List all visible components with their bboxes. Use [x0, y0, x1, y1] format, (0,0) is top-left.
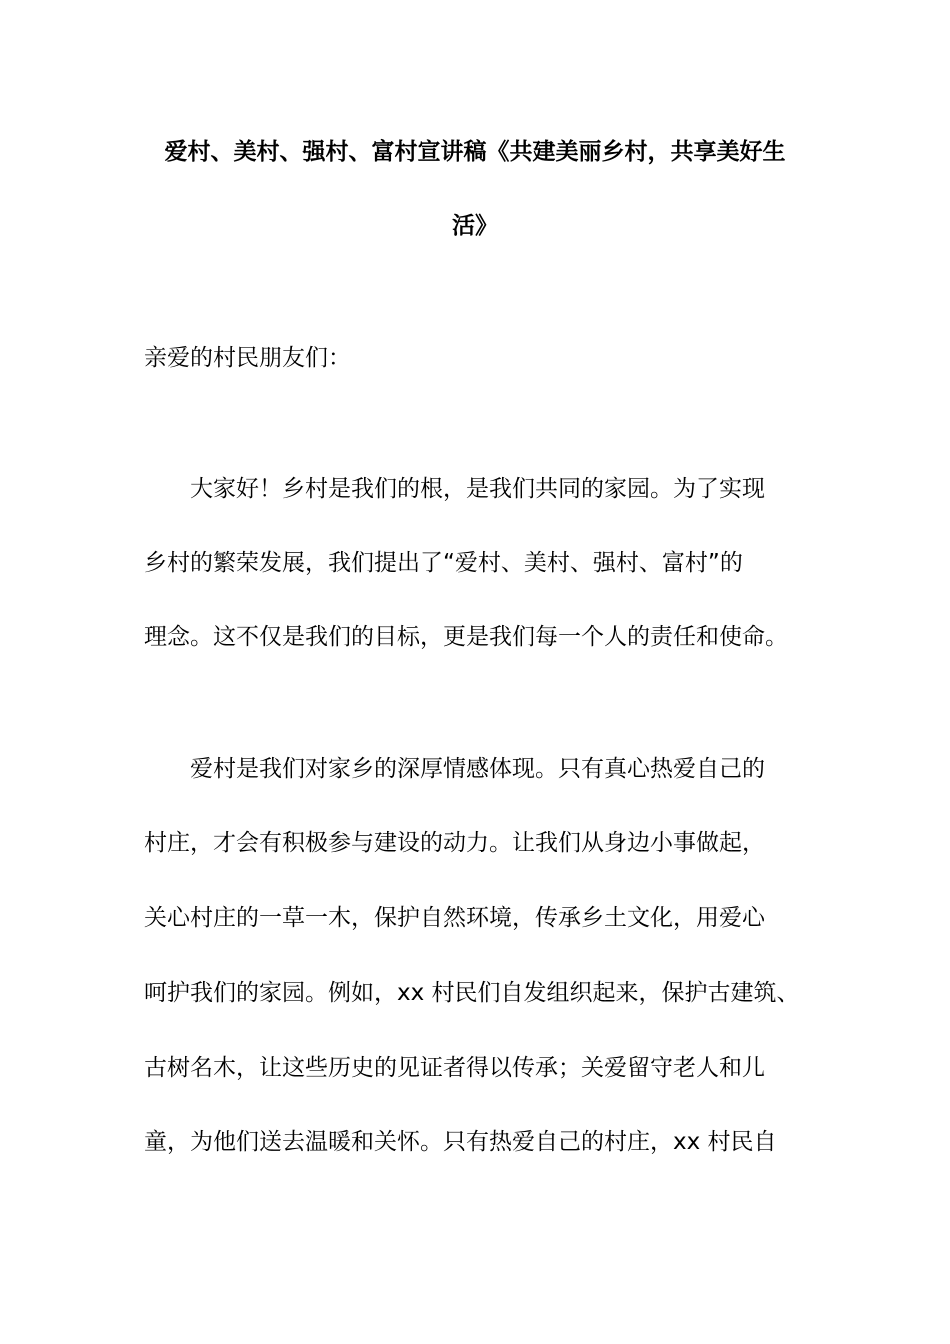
document-title-line-2: 活》 [452, 213, 498, 239]
paragraph-2-line-4: 呵护我们的家园。例如，xx 村民们自发组织起来，保护古建筑、 [144, 980, 800, 1006]
paragraph-2-line-6: 童，为他们送去温暖和关怀。只有热爱自己的村庄，xx 村民自 [144, 1129, 777, 1155]
salutation: 亲爱的村民朋友们： [144, 345, 351, 371]
paragraph-2-line-2: 村庄，才会有积极参与建设的动力。让我们从身边小事做起， [144, 830, 765, 856]
paragraph-1-line-3: 理念。这不仅是我们的目标，更是我们每一个人的责任和使命。 [144, 624, 788, 650]
paragraph-1-line-2: 乡村的繁荣发展，我们提出了“爱村、美村、强村、富村”的 [144, 550, 743, 576]
document-title-line-1: 爱村、美村、强村、富村宣讲稿《共建美丽乡村，共享美好生 [164, 139, 786, 165]
paragraph-1-line-1: 大家好！乡村是我们的根，是我们共同的家园。为了实现 [190, 476, 765, 502]
paragraph-2-line-1: 爱村是我们对家乡的深厚情感体现。只有真心热爱自己的 [190, 756, 765, 782]
paragraph-2-line-3: 关心村庄的一草一木，保护自然环境，传承乡土文化，用爱心 [144, 905, 765, 931]
paragraph-2-line-5: 古树名木，让这些历史的见证者得以传承；关爱留守老人和儿 [144, 1055, 765, 1081]
